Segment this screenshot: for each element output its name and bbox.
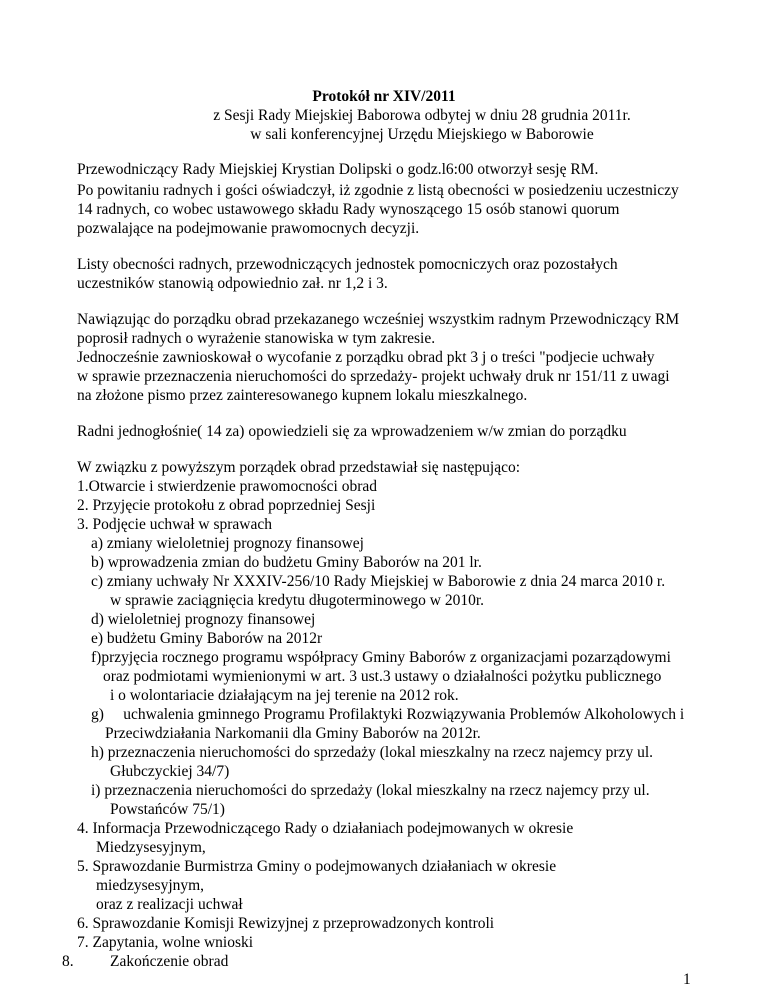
agenda-item-continuation: Miedzysesyjnym, [96,839,206,856]
paragraph-agenda-motion-line: na złożone pismo przez zainteresowanego kupnem lokalu mieszkalnego. [77,387,528,404]
agenda-item: 2. Przyjęcie protokołu z obrad poprzedniej Sesji [77,497,376,514]
agenda-subitem: f)przyjęcia rocznego programu współpracy Gminy Baborów z organizacjami pozarządowymi [91,649,671,666]
paragraph-opening: Przewodniczący Rady Miejskiej Krystian Dolipski o godz.l6:00 otworzył sesję RM. [77,161,599,178]
agenda-subitem-continuation: w sprawie zaciągnięcia kredytu długoterminowego w 2010r. [110,592,485,609]
page-number: 1 [683,971,691,988]
paragraph-agenda-motion-line: poprosił radnych o wyrażenie stanowiska w tym zakresie. [77,330,436,347]
agenda-item-continuation: miedzysesyjnym, [96,877,205,894]
agenda-subitem: i) przeznaczenia nieruchomości do sprzedaży (lokal mieszkalny na rzecz najemcy przy ul. [91,782,650,799]
agenda-item: 7. Zapytania, wolne wnioski [77,934,254,951]
agenda-item: Zakończenie obrad [110,953,229,970]
agenda-subitem-continuation: Przeciwdziałania Narkomanii dla Gminy Baborów na 2012r. [105,725,481,742]
paragraph-attendance-line: uczestników stanowią odpowiednio zał. nr 1,2 i 3. [77,275,388,292]
paragraph-agenda-motion-line: Jednocześnie zawnioskował o wycofanie z porządku obrad pkt 3 j o treści "podjecie uchwały [77,349,655,366]
agenda-subitem-continuation: i o wolontariacie działającym na jej terenie na 2012 rok. [110,687,459,704]
agenda-item-number: 8. [62,953,74,970]
paragraph-vote: Radni jednogłośnie( 14 za) opowiedzieli się za wprowadzeniem w/w zmian do porządku [77,423,627,440]
agenda-item: 5. Sprawozdanie Burmistrza Gminy o podejmowanych działaniach w okresie [77,858,557,875]
paragraph-agenda-intro: W związku z powyższym porządek obrad przedstawiał się następująco: [77,459,521,476]
agenda-item: 3. Podjęcie uchwał w sprawach [77,516,272,533]
document-subtitle-location: w sali konferencyjnej Urzędu Miejskiego w Baborowie [250,126,594,143]
agenda-subitem-continuation: Głubczyckiej 34/7) [110,763,230,780]
agenda-item: 6. Sprawozdanie Komisji Rewizyjnej z przeprowadzonych kontroli [77,915,495,932]
agenda-subitem: h) przeznaczenia nieruchomości do sprzedaży (lokal mieszkalny na rzecz najemcy przy ul. [91,744,654,761]
paragraph-agenda-motion-line: w sprawie przeznaczenia nieruchomości do sprzedaży- projekt uchwały druk nr 151/11 z uwagi [77,368,670,385]
document-title: Protokół nr XIV/2011 [312,88,456,105]
agenda-subitem: e) budżetu Gminy Baborów na 2012r [91,630,323,647]
agenda-subitem: g) uchwalenia gminnego Programu Profilaktyki Rozwiązywania Problemów Alkoholowych i [91,706,685,723]
agenda-item-continuation: oraz z realizacji uchwał [96,896,243,913]
agenda-subitem-continuation: oraz podmiotami wymienionymi w art. 3 ust.3 ustawy o działalności pożytku publicznego [103,668,662,685]
agenda-subitem-continuation: Powstańców 75/1) [110,801,225,818]
document-subtitle-session: z Sesji Rady Miejskiej Baborowa odbytej w dniu 28 grudnia 2011r. [213,107,631,124]
agenda-subitem: c) zmiany uchwały Nr XXXIV-256/10 Rady Miejskiej w Baborowie z dnia 24 marca 2010 r. [91,573,666,590]
paragraph-attendance-line: Listy obecności radnych, przewodniczących jednostek pomocniczych oraz pozostałych [77,256,618,273]
agenda-item: 1.Otwarcie i stwierdzenie prawomocności obrad [77,478,377,495]
agenda-subitem: a) zmiany wieloletniej prognozy finansowej [91,535,364,552]
paragraph-quorum-line: 14 radnych, co wobec ustawowego składu Rady wynoszącego 15 osób stanowi quorum [77,201,620,218]
paragraph-quorum-line: pozwalające na podejmowanie prawomocnych decyzji. [77,220,420,237]
agenda-subitem: d) wieloletniej prognozy finansowej [91,611,316,628]
agenda-item: 4. Informacja Przewodniczącego Rady o działaniach podejmowanych w okresie [77,820,574,837]
agenda-subitem: b) wprowadzenia zmian do budżetu Gminy Baborów na 201 lr. [91,554,482,571]
paragraph-agenda-motion-line: Nawiązując do porządku obrad przekazanego wcześniej wszystkim radnym Przewodniczący RM [77,311,680,328]
paragraph-quorum-line: Po powitaniu radnych i gości oświadczył, iż zgodnie z listą obecności w posiedzeniu uczestniczy [77,182,679,199]
